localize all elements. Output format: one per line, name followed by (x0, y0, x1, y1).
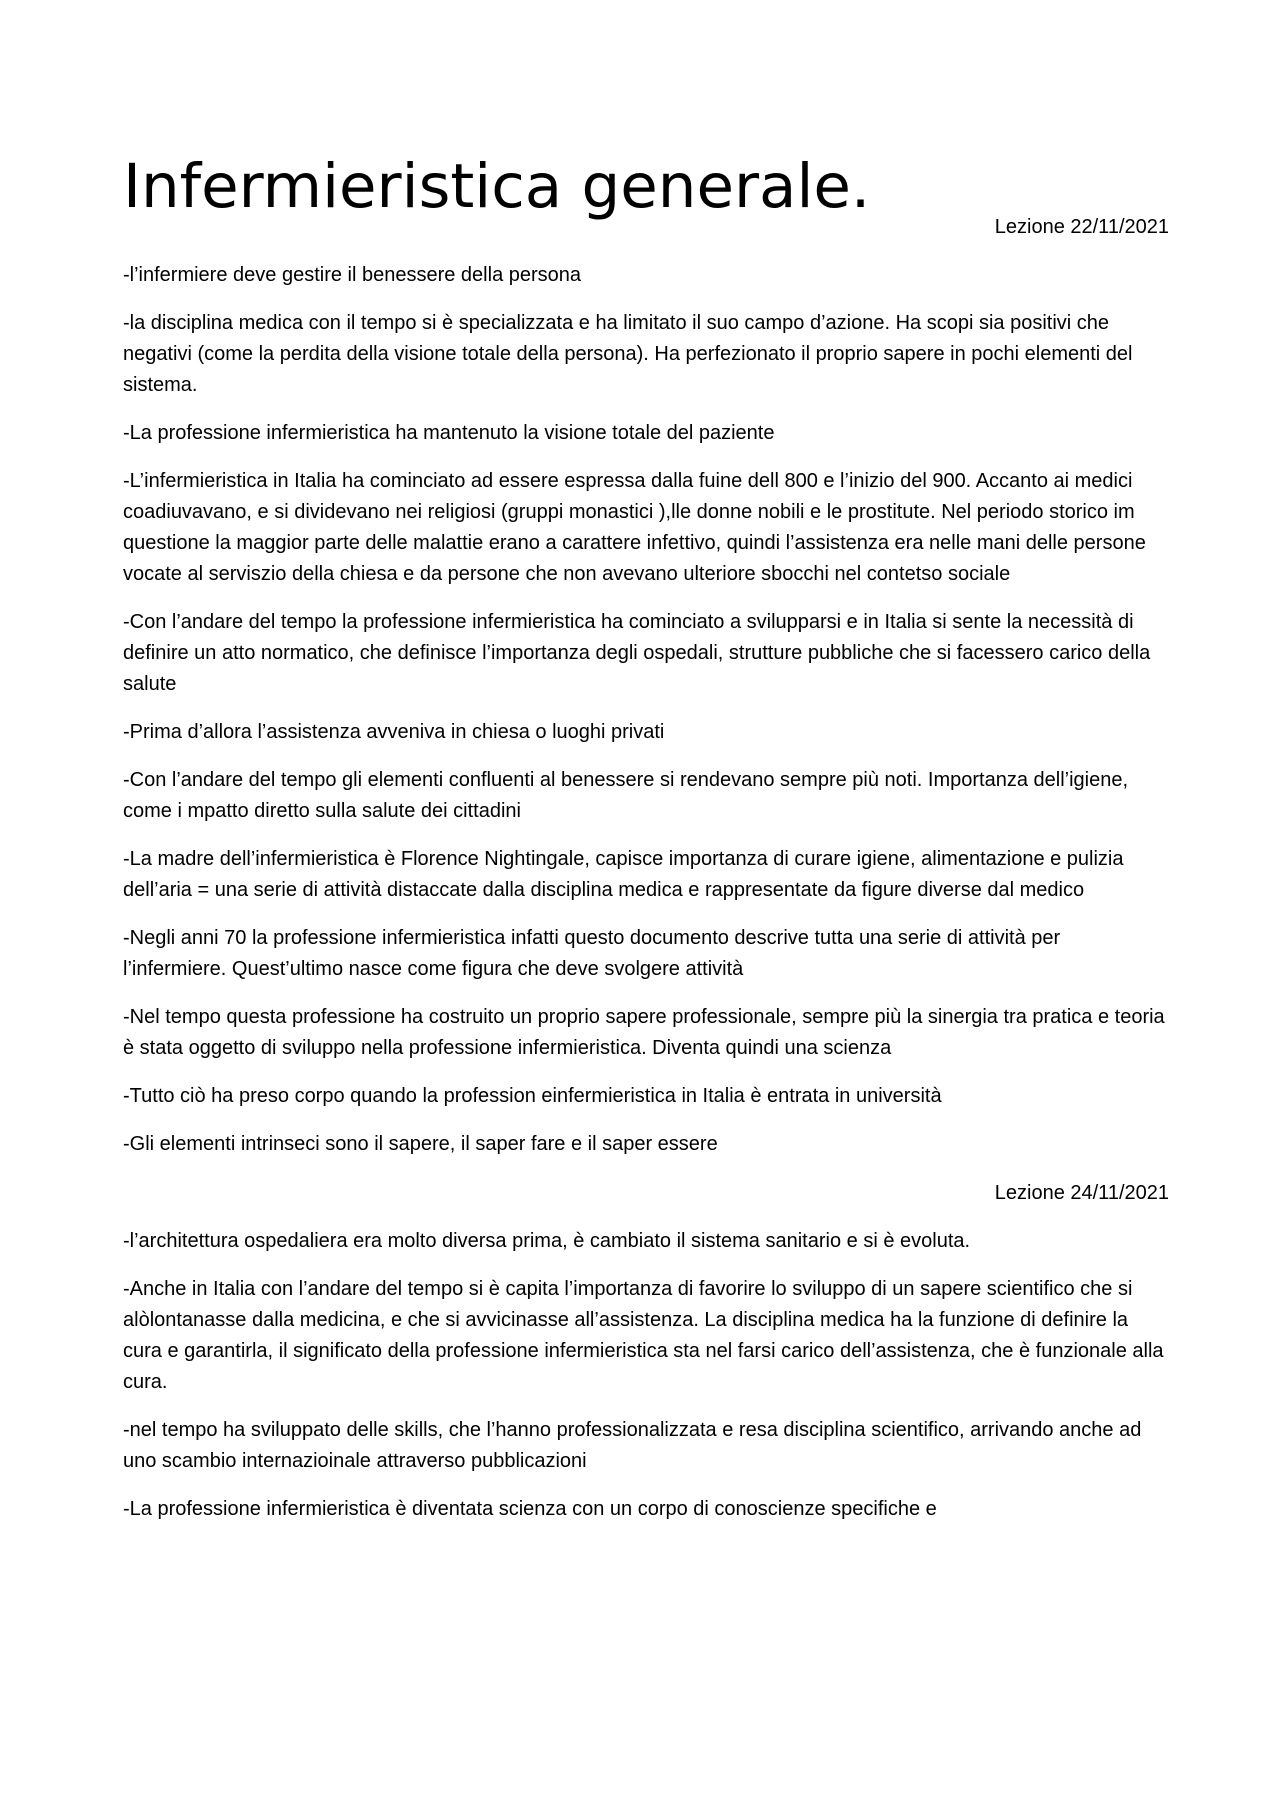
paragraph: -La professione infermieristica è diventata scienza con un corpo di conoscienze specifiche e (123, 1498, 937, 1521)
paragraph: -Anche in Italia con l’andare del tempo si è capita l’importanza di favorire lo sviluppo di un sapere scientifico che si alòlontanasse dalla medicina, e che si avvicinasse all’assistenza. La disciplina medica ha la funzione di definire la cura e garantirla, il significato della professione infermieristica sta nel farsi carico dell’assistenza, che è funzionale alla cura. (123, 1278, 1164, 1394)
paragraph: -la disciplina medica con il tempo si è specializzata e ha limitato il suo campo d’azione. Ha scopi sia positivi che negativi (come la perdita della visione totale della persona). Ha perfezionato il proprio sapere in pochi elementi del sistema. (123, 312, 1133, 397)
paragraph: -l’architettura ospedaliera era molto diversa prima, è cambiato il sistema sanitario e si è evoluta. (123, 1230, 971, 1253)
document-title: Infermieristica generale. (123, 151, 871, 222)
lesson-2-section (123, 1226, 1169, 1525)
document-body (123, 150, 1169, 1542)
paragraph: -Prima d’allora l’assistenza avveniva in chiesa o luoghi privati (123, 721, 665, 744)
paragraph: -Con l’andare del tempo la professione infermieristica ha cominciato a svilupparsi e in Italia si sente la necessità di definire un atto normatico, che definisce l’importanza degli ospedali, strutture pubbliche che si facessero carico della salute (123, 611, 1151, 696)
paragraph: -Tutto ciò ha preso corpo quando la profession einfermieristica in Italia è entrata in università (123, 1085, 942, 1108)
paragraph: -La professione infermieristica ha mantenuto la visione totale del paziente (123, 422, 775, 445)
paragraph: -Gli elementi intrinseci sono il sapere, il saper fare e il saper essere (123, 1133, 718, 1156)
paragraph: -Negli anni 70 la professione infermieristica infatti questo documento descrive tutta una serie di attività per l’infermiere. Quest’ultimo nasce come figura che deve svolgere attività (123, 927, 1061, 981)
paragraph: -L’infermieristica in Italia ha cominciato ad essere espressa dalla fuine dell 800 e l’inizio del 900. Accanto ai medici coadiuvavano, e si dividevano nei religiosi (gruppi monastici ),lle donne nobili e le prostitute. Nel periodo storico im questione la maggior parte delle malattie erano a carattere infettivo, quindi l’assistenza era nelle mani delle persone vocate al serviszio della chiesa e da persone che non avevano ulteriore sbocchi nel contetso sociale (123, 470, 1146, 586)
lesson-date-2: Lezione 24/11/2021 (994, 1182, 1169, 1205)
lesson-1-section (123, 260, 1169, 1160)
paragraph: -nel tempo ha sviluppato delle skills, che l’hanno professionalizzata e resa disciplina scientifico, arrivando anche ad uno scambio internazioinale attraverso pubblicazioni (123, 1419, 1142, 1473)
paragraph: -La madre dell’infermieristica è Florence Nightingale, capisce importanza di curare igiene, alimentazione e pulizia dell’aria = una serie di attività distaccate dalla disciplina medica e rappresentate da figure diverse dal medico (123, 848, 1124, 902)
paragraph: -Con l’andare del tempo gli elementi confluenti al benessere si rendevano sempre più noti. Importanza dell’igiene, come i mpatto diretto sulla salute dei cittadini (123, 769, 1129, 823)
paragraph: -l’infermiere deve gestire il benessere della persona (123, 264, 582, 287)
paragraph: -Nel tempo questa professione ha costruito un proprio sapere professionale, sempre più la sinergia tra pratica e teoria è stata oggetto di sviluppo nella professione infermieristica. Diventa quindi una scienza (123, 1006, 1165, 1060)
lesson-date-1: Lezione 22/11/2021 (994, 216, 1169, 239)
